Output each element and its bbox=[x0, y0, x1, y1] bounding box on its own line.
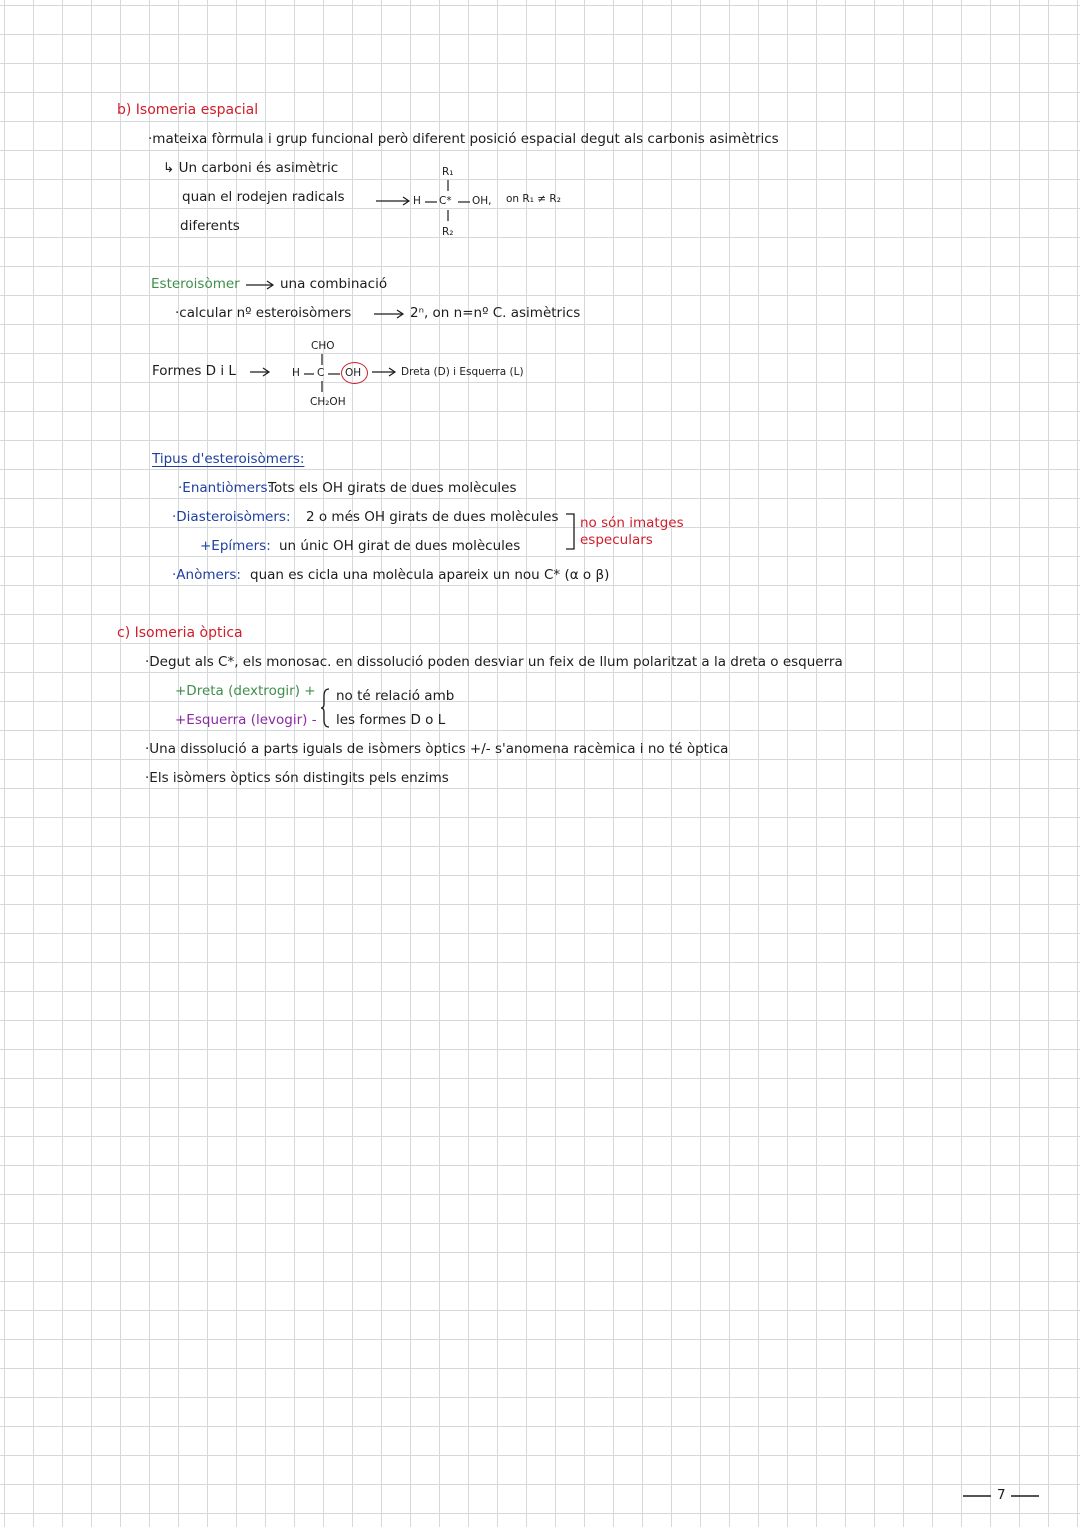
definition-line: ·mateixa fòrmula i grup funcional però diferent posició espacial degut als carbonis asimètrics bbox=[148, 131, 779, 147]
anomers-label: ·Anòmers: bbox=[172, 567, 241, 583]
asymmetric-carbon-line-2: quan el rodejen radicals bbox=[182, 189, 345, 205]
formula-r2: R₂ bbox=[442, 226, 454, 238]
diastereoisomers-text: 2 o més OH girats de dues molècules bbox=[306, 509, 559, 525]
formula-r1: R₁ bbox=[442, 166, 454, 178]
brace-icon bbox=[320, 688, 332, 728]
levogyre: +Esquerra (levogir) - bbox=[175, 712, 317, 728]
calculate-line: ·calcular nº esteroisòmers bbox=[175, 305, 352, 321]
molecule-cho: CHO bbox=[311, 340, 335, 352]
page-number: 7 bbox=[997, 1487, 1006, 1503]
bond-vertical-bottom bbox=[446, 210, 450, 222]
molecule-bond-bottom bbox=[320, 381, 324, 393]
forms-label: Formes D i L bbox=[152, 363, 236, 379]
enantiomers-text: Tots els OH girats de dues molècules bbox=[268, 480, 517, 496]
molecule-h: H bbox=[292, 367, 300, 379]
arrow-forms-icon bbox=[250, 367, 272, 377]
optical-line-3: ·Els isòmers òptics són distingits pels enzims bbox=[145, 770, 449, 786]
page-number-dash-right bbox=[1011, 1494, 1041, 1498]
types-title: Tipus d'esteroisòmers: bbox=[152, 451, 305, 467]
molecule-bond-top bbox=[320, 354, 324, 366]
brace-note-1: no té relació amb bbox=[336, 688, 455, 704]
calculate-result: 2ⁿ, on n=nº C. asimètrics bbox=[410, 305, 581, 321]
bond-c-oh bbox=[458, 200, 472, 204]
asymmetric-carbon-line: ↳ Un carboni és asimètric bbox=[163, 160, 339, 176]
stereoisomer-label: Esteroisòmer bbox=[151, 276, 240, 292]
anomers-text: quan es cicla una molècula apareix un nou C* (α o β) bbox=[250, 567, 610, 583]
epimers-text: un únic OH girat de dues molècules bbox=[279, 538, 521, 554]
molecule-bond-h bbox=[304, 372, 316, 376]
forms-result: Dreta (D) i Esquerra (L) bbox=[401, 366, 524, 378]
dextrogyre: +Dreta (dextrogir) + bbox=[175, 683, 316, 699]
arrow-calculate-icon bbox=[374, 309, 406, 319]
molecule-oh: OH bbox=[345, 367, 362, 379]
molecule-ch2oh: CH₂OH bbox=[310, 396, 346, 408]
optical-line-1: ·Degut als C*, els monosac. en dissolució poden desviar un feix de llum polaritzat a la dreta o esquerra bbox=[145, 654, 843, 670]
epimers-label: +Epímers: bbox=[200, 538, 271, 554]
arrow-forms-result-icon bbox=[372, 367, 398, 377]
formula-condition: on R₁ ≠ R₂ bbox=[506, 193, 561, 205]
arrow-stereoisomer-icon bbox=[246, 280, 276, 290]
formula-c-star: C* bbox=[439, 195, 452, 207]
bracket-note-2: especulars bbox=[580, 532, 653, 548]
page-number-dash-left bbox=[963, 1494, 993, 1498]
enantiomers-label: ·Enantiòmers: bbox=[178, 480, 273, 496]
section-b-title: b) Isomeria espacial bbox=[117, 102, 259, 118]
molecule-c: C bbox=[317, 367, 325, 379]
stereoisomer-text: una combinació bbox=[280, 276, 388, 292]
section-c-title: c) Isomeria òptica bbox=[117, 625, 243, 641]
bracket-icon bbox=[564, 512, 578, 552]
bond-vertical-top bbox=[446, 180, 450, 192]
optical-line-2: ·Una dissolució a parts iguals de isòmers òptics +/- s'anomena racèmica i no té òptica bbox=[145, 741, 729, 757]
arrow-to-formula-icon bbox=[376, 196, 412, 206]
diastereoisomers-label: ·Diasteroisòmers: bbox=[172, 509, 291, 525]
formula-oh: OH, bbox=[472, 195, 492, 207]
brace-note-2: les formes D o L bbox=[336, 712, 446, 728]
bracket-note-1: no són imatges bbox=[580, 515, 684, 531]
bond-h-c bbox=[425, 200, 439, 204]
asymmetric-carbon-line-3: diferents bbox=[180, 218, 240, 234]
formula-h: H bbox=[413, 195, 421, 207]
molecule-bond-oh bbox=[328, 372, 342, 376]
